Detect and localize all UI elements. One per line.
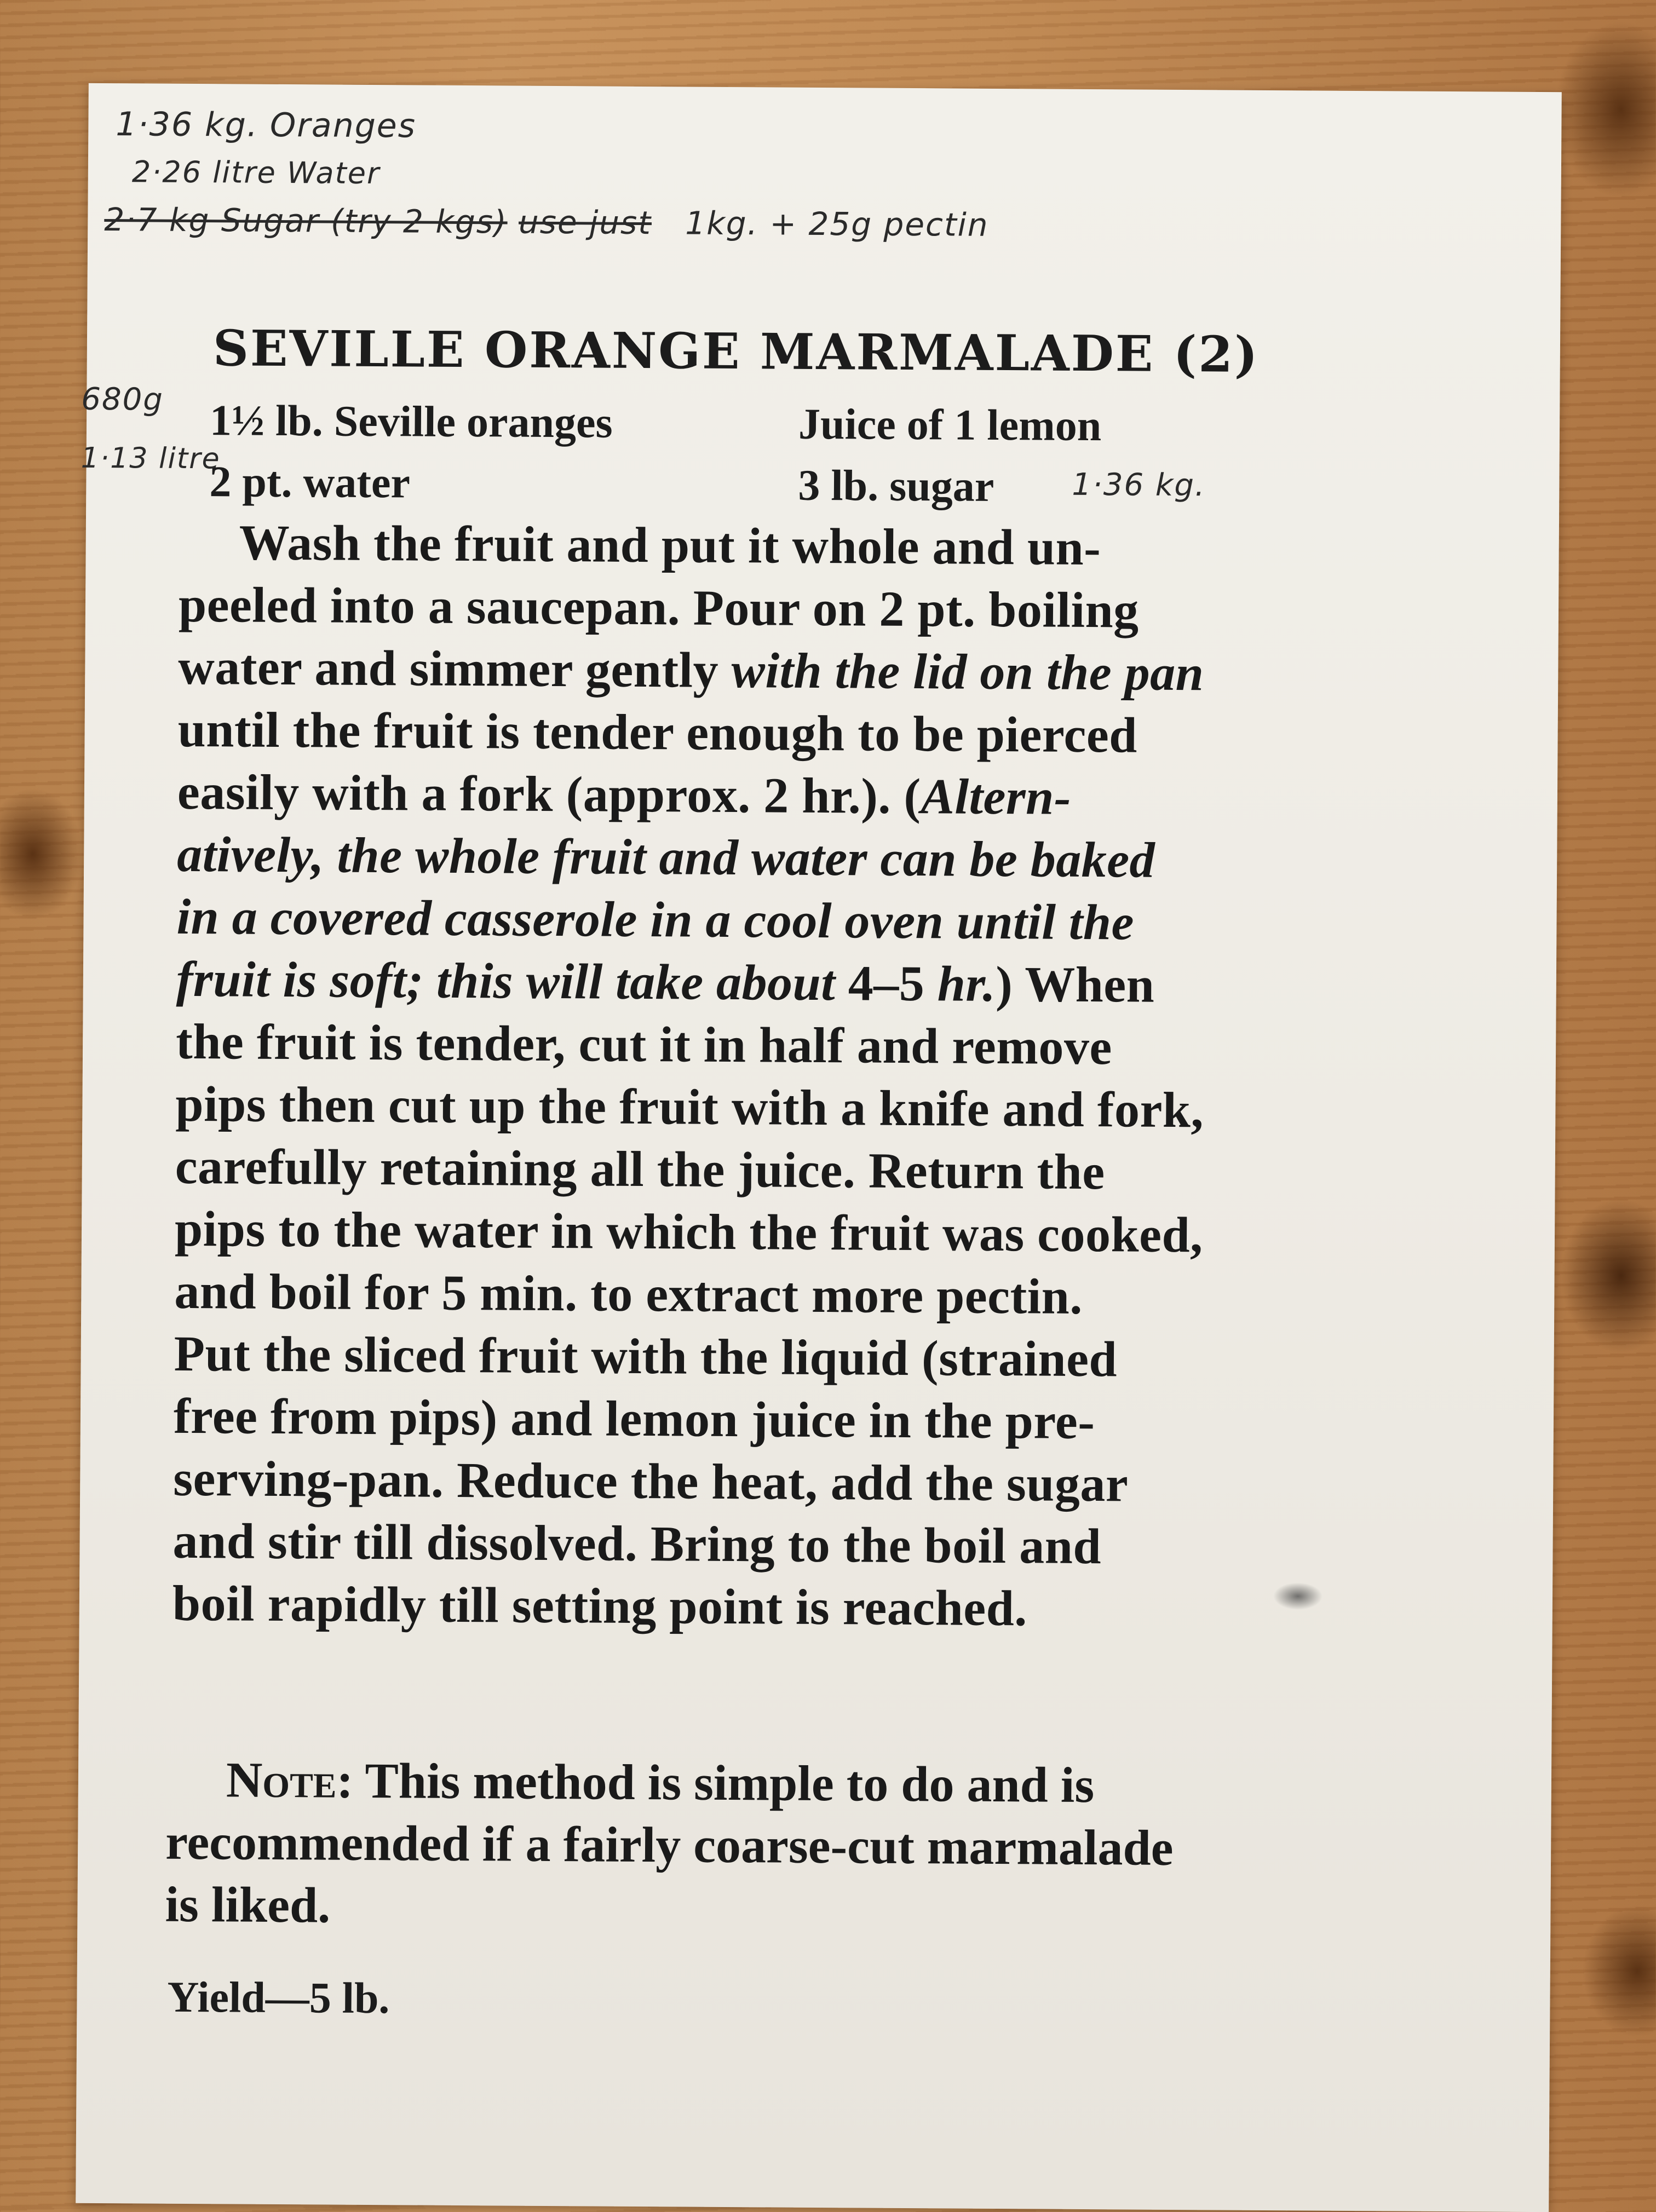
method-line [176, 885, 1327, 955]
method-italic: atively, the whole fruit and water can be baked [176, 826, 1155, 888]
note-label: Note: [226, 1752, 354, 1808]
note-line: is liked. [165, 1876, 331, 1933]
method-line: pips then cut up the fruit with a knife and fork, [175, 1075, 1204, 1138]
method-line [176, 948, 1327, 1017]
method-text [173, 511, 1329, 1641]
method-fragment: 4–5 [848, 955, 925, 1012]
handwritten-oranges-note: 1·36 kg. Oranges [116, 105, 417, 146]
handwritten-sugar-note [104, 201, 989, 244]
method-line: and stir till dissolved. Bring to the boil and [173, 1512, 1102, 1575]
ink-smudge [1273, 1582, 1323, 1610]
method-italic: Altern- [921, 768, 1072, 825]
ingredient-lemon: Juice of 1 lemon [798, 400, 1102, 451]
method-line: Wash the fruit and put it whole and un- [239, 514, 1101, 576]
method-line: the fruit is tender, cut it in half and remove [175, 1013, 1113, 1075]
note-line [166, 1748, 1333, 1818]
handwritten-water-metric: 1·13 litre [81, 441, 221, 476]
recipe-page [76, 83, 1562, 2212]
handwritten-use-just: use just [518, 203, 652, 242]
recipe-note [165, 1748, 1332, 1943]
method-line: until the fruit is tender enough to be pierced [177, 701, 1138, 763]
ingredient-sugar: 3 lb. sugar [798, 461, 994, 511]
handwritten-pectin: 1kg. + 25g pectin [685, 204, 989, 244]
method-italic: hr. [924, 955, 996, 1012]
method-line [178, 636, 1329, 705]
handwritten-oranges-metric: 680g [81, 381, 164, 418]
method-fragment: water and simmer gently [178, 638, 732, 699]
ingredient-water: 2 pt. water [209, 458, 411, 508]
method-line: pips to the water in which the fruit was cooked, [174, 1200, 1204, 1263]
method-italic: in a covered casserole in a cool oven until the [176, 888, 1135, 951]
method-fragment: easily with a fork (approx. 2 hr.). ( [177, 763, 921, 825]
method-line: carefully retaining all the juice. Return the [175, 1138, 1105, 1200]
handwritten-sugar-struck: 2·7 kg Sugar (try 2 kgs) [104, 200, 508, 241]
method-italic: with the lid on the pan [731, 642, 1204, 701]
ingredient-oranges: 1½ lb. Seville oranges [209, 396, 613, 447]
method-line [177, 823, 1327, 892]
note-line: recommended if a fairly coarse-cut marmalade [165, 1813, 1174, 1876]
handwritten-water-note: 2·26 litre Water [131, 154, 381, 191]
recipe-title: SEVILLE ORANGE MARMALADE (2) [212, 319, 1260, 384]
recipe-yield: Yield—5 lb. [167, 1973, 390, 2023]
method-italic: fruit is soft; this will take about [176, 951, 849, 1011]
note-fragment: This method is simple to do and is [353, 1752, 1095, 1813]
method-line: Put the sliced fruit with the liquid (strained [174, 1325, 1118, 1387]
method-line: boil rapidly till setting point is reached. [172, 1575, 1028, 1637]
method-line: and boil for 5 min. to extract more pectin. [174, 1263, 1083, 1324]
method-line: peeled into a saucepan. Pour on 2 pt. boiling [178, 576, 1140, 638]
method-fragment: ) When [995, 955, 1155, 1013]
handwritten-sugar-metric: 1·36 kg. [1072, 466, 1206, 504]
method-line [177, 761, 1328, 830]
method-line: serving-pan. Reduce the heat, add the sugar [173, 1450, 1129, 1512]
method-line: free from pips) and lemon juice in the pre- [173, 1387, 1095, 1450]
